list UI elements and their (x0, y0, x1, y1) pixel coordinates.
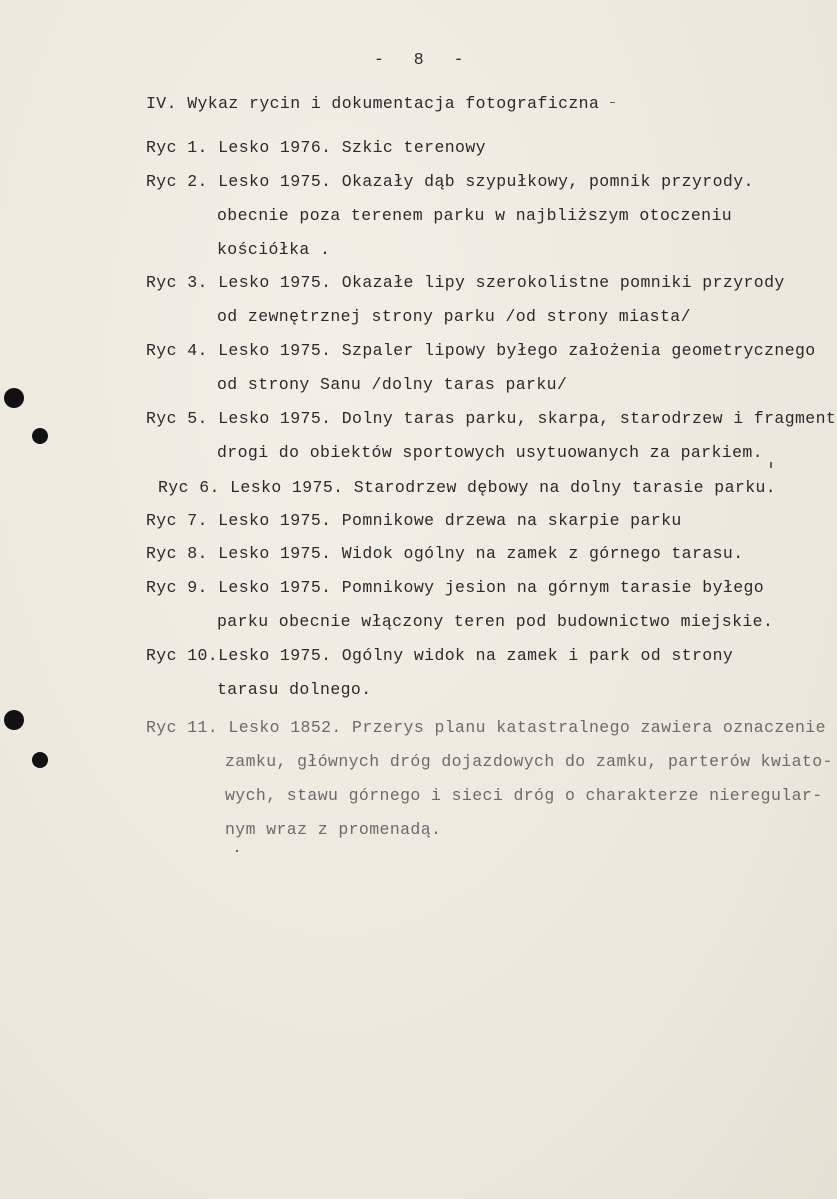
stray-mark (610, 102, 615, 103)
list-item-ryc-7: Ryc 7. Lesko 1975. Pomnikowe drzewa na skarpie parku (146, 511, 682, 530)
list-item-ryc-11: Ryc 11. Lesko 1852. Przerys planu katastralnego zawiera oznaczenie (146, 718, 826, 737)
list-item-ryc-3-cont: od zewnętrznej strony parku /od strony miasta/ (217, 307, 691, 326)
stray-mark (236, 850, 238, 852)
list-item-ryc-2-cont: obecnie poza terenem parku w najbliższym otoczeniu (217, 206, 733, 225)
list-item-ryc-1: Ryc 1. Lesko 1976. Szkic terenowy (146, 138, 486, 157)
list-item-ryc-8: Ryc 8. Lesko 1975. Widok ogólny na zamek z górnego tarasu. (146, 544, 744, 563)
list-item-ryc-2: Ryc 2. Lesko 1975. Okazały dąb szypułkowy, pomnik przyrody. (146, 172, 754, 191)
punch-hole-icon (32, 752, 48, 768)
list-item-ryc-4: Ryc 4. Lesko 1975. Szpaler lipowy byłego założenia geometrycznego (146, 341, 816, 360)
page-number: - 8 - (374, 50, 474, 69)
list-item-ryc-11-cont: nym wraz z promenadą. (225, 820, 442, 839)
list-item-ryc-9: Ryc 9. Lesko 1975. Pomnikowy jesion na górnym tarasie byłego (146, 578, 765, 597)
punch-hole-icon (4, 710, 24, 730)
list-item-ryc-10-cont: tarasu dolnego. (217, 680, 372, 699)
list-item-ryc-6: Ryc 6. Lesko 1975. Starodrzew dębowy na dolny tarasie parku. (158, 478, 777, 497)
list-item-ryc-5: Ryc 5. Lesko 1975. Dolny taras parku, skarpa, starodrzew i fragment (146, 409, 837, 428)
list-item-ryc-4-cont: od strony Sanu /dolny taras parku/ (217, 375, 568, 394)
punch-hole-icon (4, 388, 24, 408)
section-heading: IV. Wykaz rycin i dokumentacja fotograficzna (146, 94, 600, 113)
list-item-ryc-2-cont: kościółka . (217, 240, 331, 259)
list-item-ryc-3: Ryc 3. Lesko 1975. Okazałe lipy szerokolistne pomniki przyrody (146, 273, 785, 292)
list-item-ryc-5-cont: drogi do obiektów sportowych usytuowanych za parkiem. (217, 443, 763, 462)
list-item-ryc-10: Ryc 10.Lesko 1975. Ogólny widok na zamek i park od strony (146, 646, 734, 665)
list-item-ryc-9-cont: parku obecnie włączony teren pod budownictwo miejskie. (217, 612, 774, 631)
list-item-ryc-11-cont: wych, stawu górnego i sieci dróg o charakterze nieregular- (225, 786, 823, 805)
stray-mark (770, 462, 772, 468)
punch-hole-icon (32, 428, 48, 444)
list-item-ryc-11-cont: zamku, głównych dróg dojazdowych do zamku, parterów kwiato- (225, 752, 833, 771)
